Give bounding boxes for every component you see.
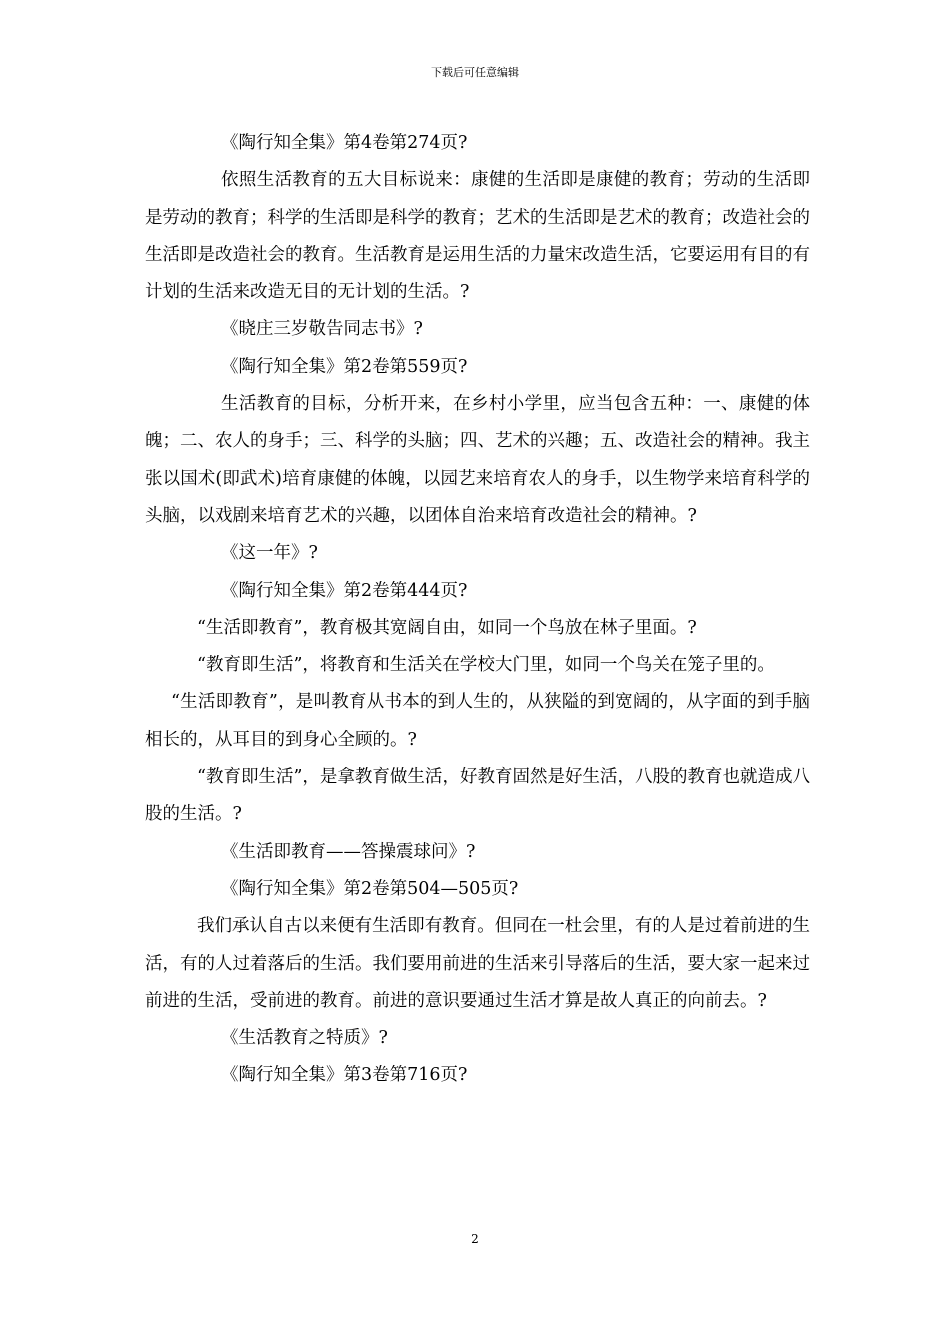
citation-line: 《晓庄三岁敬告同志书》? (221, 319, 423, 340)
document-body (145, 125, 810, 1095)
body-paragraph: 依照生活教育的五大目标说来：康健的生活即是康健的教育；劳动的生活即是劳动的教育；科学的生活即是科学的教育；艺术的生活即是艺术的教育；改造社会的生活即是改造社会的教育。生活教育是运用生活的力量宋改造生活，它要运用有目的有计划的生活来改造无目的无计划的生活。? (145, 170, 810, 303)
body-paragraph: “生活即教育”，是叫教育从书本的到人生的，从狭隘的到宽阔的，从字面的到手脑相长的，从耳目的到身心全顾的。? (145, 692, 810, 750)
page-header: 下载后可任意编辑 (431, 66, 519, 79)
citation-line: 《陶行知全集》第2卷第504—505页? (221, 878, 519, 899)
body-paragraph: “生活即教育”，教育极其宽阔自由，如同一个鸟放在林子里面。? (197, 617, 697, 638)
citation-line: 《生活教育之特质》? (221, 1028, 388, 1049)
body-paragraph: 生活教育的目标，分析开来，在乡村小学里，应当包含五种：一、康健的体魄；二、农人的身手；三、科学的头脑；四、艺术的兴趣；五、改造社会的精神。我主张以国术(即武术)培育康健的体魄，以园艺来培育农人的身手，以生物学来培育科学的头脑，以戏剧来培育艺术的兴趣，以团体自治来培育改造社会的精神。? (145, 394, 810, 526)
body-paragraph: “教育即生活”，将教育和生活关在学校大门里，如同一个鸟关在笼子里的。 (197, 655, 775, 676)
body-paragraph: “教育即生活”，是拿教育做生活，好教育固然是好生活，八股的教育也就造成八股的生活。? (145, 767, 810, 825)
citation-line: 《陶行知全集》第2卷第444页? (221, 580, 468, 601)
body-paragraph: 我们承认自古以来便有生活即有教育。但同在一杜会里，有的人是过着前进的生活，有的人过着落后的生活。我们要用前进的生活来引导落后的生活，要大家一起来过前进的生活，受前进的教育。前进的意识要通过生活才算是故人真正的向前去。? (145, 916, 810, 1011)
citation-line: 《陶行知全集》第4卷第274页? (221, 133, 468, 153)
citation-line: 《陶行知全集》第2卷第559页? (221, 356, 468, 377)
citation-line: 《生活即教育——答操震球问》? (221, 841, 476, 862)
citation-line: 《陶行知全集》第3卷第716页? (221, 1065, 468, 1086)
page-number: 2 (471, 1232, 479, 1246)
citation-line: 《这一年》? (221, 543, 318, 564)
